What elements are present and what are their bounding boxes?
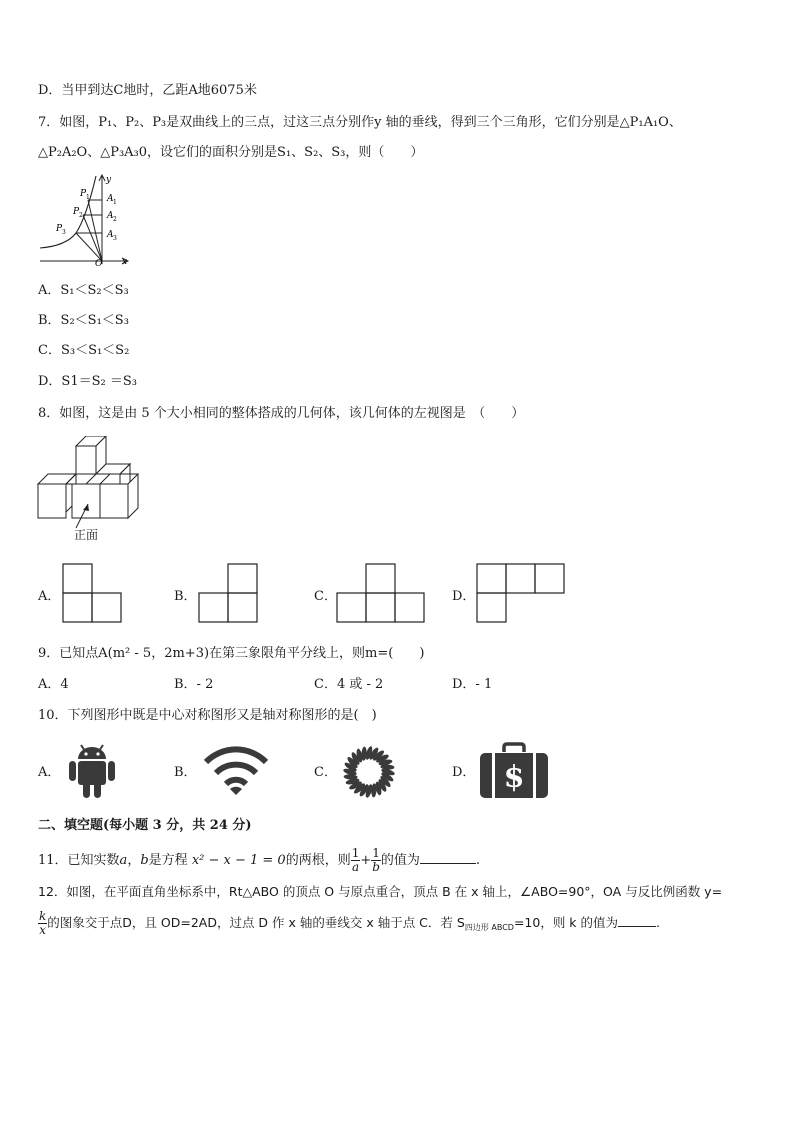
q11-equation: x² − x − 1 = 0 bbox=[191, 853, 286, 868]
q11-frac-1 bbox=[351, 847, 361, 874]
android-icon bbox=[66, 742, 118, 800]
q12-line1: 12．如图，在平面直角坐标系中，Rt△ABO 的顶点 O 与原点重合，顶点 B 在 x 轴上，∠ABO=90°，OA 与反比例函数 y= bbox=[38, 884, 723, 899]
q8-option-a-letter: A． bbox=[38, 589, 61, 604]
q9-stem: 9．已知点A(m² - 5，2m+3)在第三象限角平分线上，则m=( ) bbox=[38, 646, 425, 661]
q8-option-d-view bbox=[476, 563, 568, 625]
fig-label-p2: P bbox=[73, 207, 80, 217]
q11-var-b: b bbox=[140, 853, 149, 868]
q9-option-b: B．- 2 bbox=[174, 677, 214, 692]
q7-option-a: A．S₁＜S₂＜S₃ bbox=[38, 283, 129, 298]
fig-label-a1: A bbox=[107, 194, 114, 204]
q8-option-b-letter: B． bbox=[174, 589, 197, 604]
fig-label-a2-sub: 2 bbox=[113, 216, 117, 223]
q12-end: . bbox=[656, 915, 660, 930]
fig-label-a1-sub: 1 bbox=[113, 199, 117, 206]
q10-option-b-letter: B． bbox=[174, 765, 197, 780]
money-case-icon bbox=[478, 742, 550, 800]
fig-label-y: y bbox=[106, 175, 112, 185]
q12-answer-blank[interactable] bbox=[618, 926, 656, 927]
q9-option-d: D．- 1 bbox=[452, 677, 493, 692]
fig-label-p3: P bbox=[56, 224, 63, 234]
q7-stem-line2: △P₂A₂O、△P₃A₃0，设它们的面积分别是S₁、S₂、S₃，则（ ） bbox=[38, 145, 424, 160]
q11-suffix: 的值为 bbox=[380, 853, 420, 868]
q8-option-c-view bbox=[336, 563, 428, 625]
dollar-symbol: $ bbox=[503, 760, 525, 795]
q8-stem: 8．如图，这是由 5 个大小相同的整体搭成的几何体，该几何体的左视图是 （ ） bbox=[38, 406, 525, 421]
q7-stem-line1: 7．如图，P₁、P₂、P₃是双曲线上的三点，过这三点分别作y 轴的垂线，得到三个三角形，它们分别是△P₁A₁O、 bbox=[38, 115, 682, 130]
q12-line2-a: 的图象交于点D，且 OD=2AD，过点 D 作 x 轴的垂线交 x 轴于点 C．若 S bbox=[47, 915, 465, 930]
q10-option-d-letter: D． bbox=[452, 765, 476, 780]
q12-line2-b: =10，则 k 的值为 bbox=[513, 915, 619, 930]
q12-subscript: 四边形 ABCD bbox=[464, 923, 514, 932]
fig-label-a3-sub: 3 bbox=[113, 235, 117, 242]
sunburst-icon bbox=[336, 744, 402, 800]
q11-frac2-den: b bbox=[372, 860, 380, 874]
fig-label-a2: A bbox=[107, 211, 114, 221]
q12-frac-den: x bbox=[39, 923, 47, 937]
q11-frac2-num: 1 bbox=[372, 846, 380, 860]
q8-option-a-view bbox=[62, 563, 124, 625]
q7-option-b: B．S₂＜S₁＜S₃ bbox=[38, 313, 129, 328]
q8-option-c-letter: C． bbox=[314, 589, 337, 604]
q11-answer-blank[interactable] bbox=[420, 863, 476, 864]
fig-label-a3: A bbox=[107, 230, 114, 240]
q8-option-b-view bbox=[198, 563, 260, 625]
q11-frac1-num: 1 bbox=[351, 846, 360, 860]
q11-after-eq: 的两根，则 bbox=[285, 853, 351, 868]
q12-line2 bbox=[38, 908, 660, 943]
fig-label-x: x bbox=[122, 257, 128, 267]
fig-label-p2-sub: 2 bbox=[79, 212, 83, 219]
wifi-icon bbox=[200, 742, 272, 798]
q11-prefix: 11．已知实数 bbox=[38, 853, 120, 868]
q10-option-a-letter: A． bbox=[38, 765, 61, 780]
fig-label-o: O bbox=[95, 259, 103, 268]
q10-stem: 10．下列图形中既是中心对称图形又是轴对称图形的是( ) bbox=[38, 708, 377, 723]
q6-option-d: D．当甲到达C地时，乙距A地6075米 bbox=[38, 83, 257, 98]
q11-comma: ， bbox=[127, 853, 141, 868]
q10-option-c-letter: C． bbox=[314, 765, 337, 780]
q11-mid: 是方程 bbox=[148, 853, 188, 868]
fig-label-p1-sub: 1 bbox=[86, 194, 90, 201]
q7-option-d: D．S1＝S₂ ＝S₃ bbox=[38, 374, 137, 389]
front-label: 正面 bbox=[74, 528, 99, 542]
fig-label-p1: P bbox=[80, 189, 87, 199]
q11-plus: + bbox=[360, 853, 372, 868]
q8-option-d-letter: D． bbox=[452, 589, 476, 604]
hyperbola-figure bbox=[36, 170, 132, 268]
q11-line bbox=[38, 846, 480, 876]
q11-frac-2 bbox=[371, 847, 381, 874]
q12-frac bbox=[38, 910, 47, 937]
fig-label-p3-sub: 3 bbox=[62, 229, 66, 236]
q11-var-a: a bbox=[119, 853, 128, 868]
q7-option-c: C．S₃＜S₁＜S₂ bbox=[38, 343, 130, 358]
q11-frac1-den: a bbox=[351, 860, 360, 874]
q12-frac-num: k bbox=[39, 909, 47, 923]
q11-end: . bbox=[475, 853, 481, 868]
q9-option-a: A．4 bbox=[38, 677, 69, 692]
q9-option-c: C．4 或 - 2 bbox=[314, 677, 384, 692]
section2-heading: 二、填空题(每小题 3 分，共 24 分) bbox=[38, 818, 252, 833]
